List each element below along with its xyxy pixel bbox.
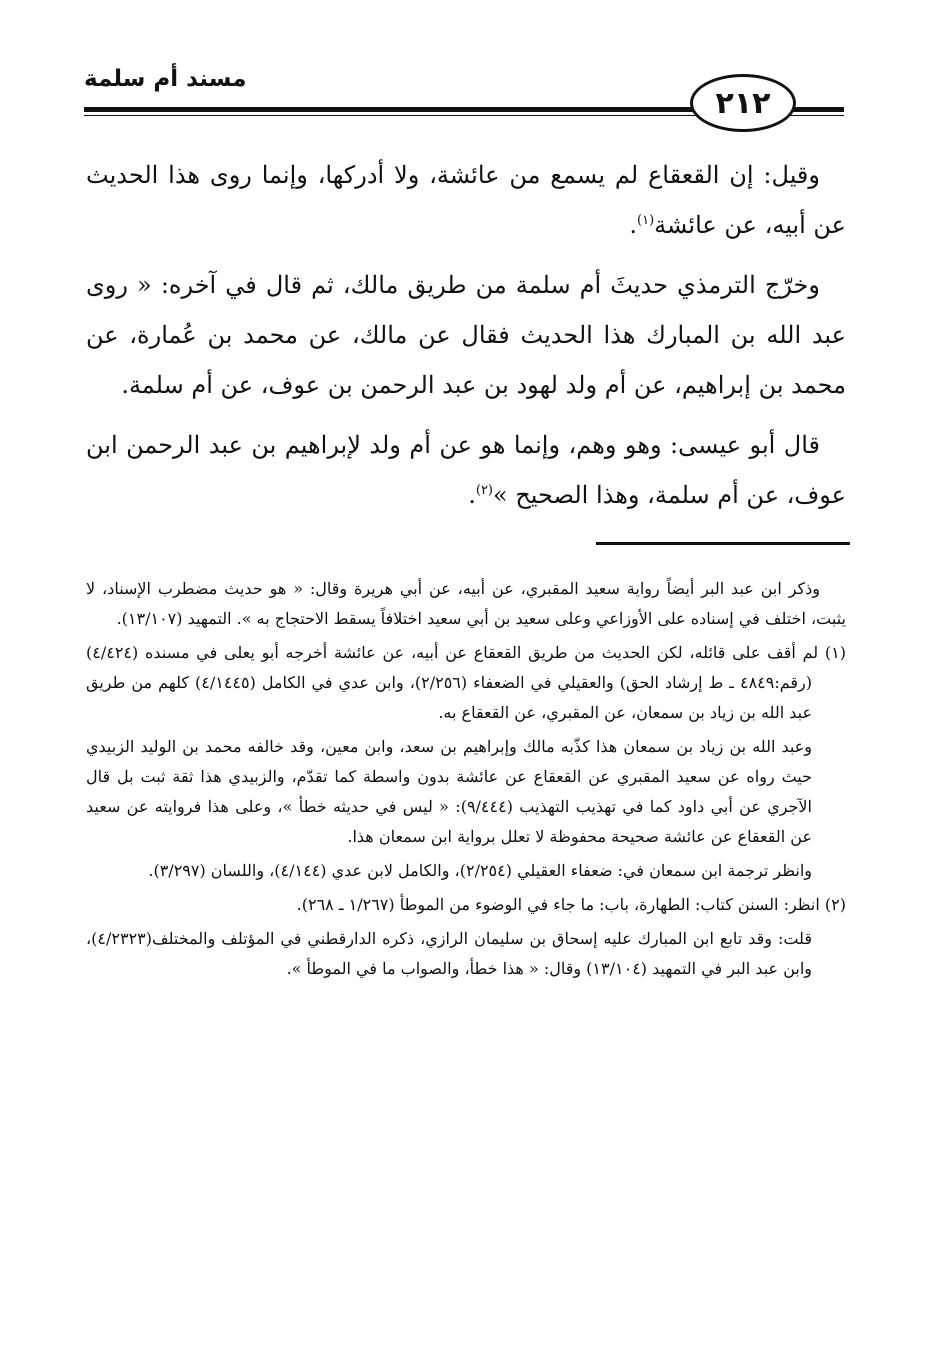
footnote-separator (596, 542, 850, 545)
footnote-2: (٢) انظر: السنن كتاب: الطهارة، باب: ما جاء في الوضوء من الموطأ (١/٢٦٧ ـ ٢٦٨). (296, 895, 846, 914)
footnote-1: (١) لم أقف على قائله، لكن الحديث من طريق القعقاع عن أبيه، عن عائشة أخرجه أبو يعلى في مسنده (٤/٤٢٤) (رقم:٤٨٤٩ ـ ط إرشاد الحق) والعقيلي في الضعفاء (٢/٢٥٦)، وابن عدي في الكامل (٤/١٤٤٥) كلهم من طريق عبد الله بن زياد بن سمعان، عن المقبري، عن القعقاع به. (86, 643, 846, 722)
footnote-ref-2: (٢) (475, 483, 493, 498)
main-paragraph-3-end: . (468, 481, 476, 509)
footnote-1-paragraph-2: وعبد الله بن زياد بن سمعان هذا كذّبه مالك وإبراهيم بن سعد، وابن معين، وقد خالفه محمد بن الوليد الزبيدي حيث رواه عن سعيد المقبري عن القعقاع عن عائشة بدون واسطة كما تقدّم، والزبيدي هذا ثقة ثبت بل قال الآجري عن أبي داود كما في تهذيب التهذيب (٩/٤٤٤): « ليس في حديثه خطأ »، وعلى هذا فروايته عن سعيد عن القعقاع عن عائشة صحيحة محفوظة لا تعلل برواية ابن سمعان هذا. (86, 737, 813, 846)
footnote-ref-1: (١) (637, 213, 655, 228)
footnote-continuation: وذكر ابن عبد البر أيضاً رواية سعيد المقبري، عن أبيه، عن أبي هريرة وقال: « هو حديث مضطرب الإسناد، لا يثبت، اختلف في إسناده على الأوزاعي وعلى سعيد بن أبي سعيد اختلافاً يسقط الاحتجاج به ». التمهيد (١٣/١٠٧). (86, 579, 846, 628)
running-head-title: مسند أم سلمة (84, 66, 247, 92)
main-text (86, 150, 846, 530)
main-paragraph-1-text: وقيل: إن القعقاع لم يسمع من عائشة، ولا أدركها، وإنما روى هذا الحديث عن أبيه، عن عائشة (86, 161, 846, 239)
footnote-1-paragraph-3: وانظر ترجمة ابن سمعان في: ضعفاء العقيلي (٢/٢٥٤)، والكامل لابن عدي (٤/١٤٤)، واللسان (٣/٢٩٧). (148, 861, 812, 880)
main-paragraph-3 (86, 420, 846, 520)
footnote-2-paragraph-2: قلت: وقد تابع ابن المبارك عليه إسحاق بن سليمان الرازي، ذكره الدارقطني في المؤتلف والمختلف(٤/٢٣٢٣)، وابن عبد البر في التمهيد (١٣/١٠٤) وقال: « هذا خطأ، والصواب ما في الموطأ ». (86, 929, 812, 978)
main-paragraph-1: وقيل: إن القعقاع لم يسمع من عائشة، ولا أدركها، وإنما روى هذا الحديث عن أبيه، عن عائشة$^{(١)}$. (86, 161, 846, 239)
footnotes (86, 574, 846, 988)
page-number: ٢١٢ (690, 74, 796, 132)
main-paragraph-2: وخرّج الترمذي حديثَ أم سلمة من طريق مالك، ثم قال في آخره: « روى عبد الله بن المبارك هذا الحديث فقال عن مالك، عن محمد بن عُمارة، عن محمد بن إبراهيم، عن أم ولد لهود بن عبد الرحمن بن عوف، عن أم سلمة. (86, 271, 846, 399)
main-paragraph-3-text: قال أبو عيسى: وهو وهم، وإنما هو عن أم ولد لإبراهيم بن عبد الرحمن ابن عوف، عن أم سلمة، وهذا الصحيح » (86, 431, 846, 509)
